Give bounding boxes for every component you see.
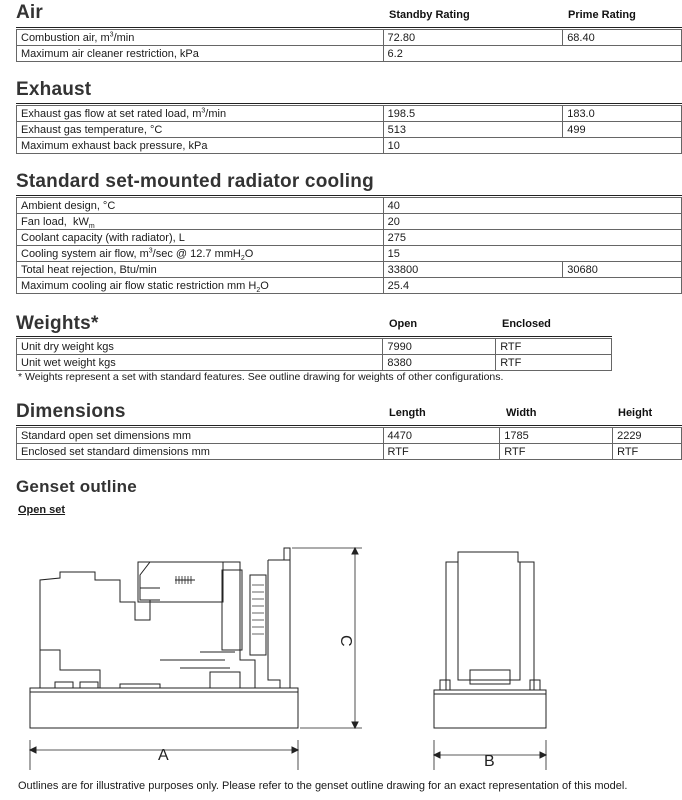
air-rule (16, 27, 682, 28)
row-label: Enclosed set standard dimensions mm (17, 444, 384, 460)
weights-heading: Weights* (16, 313, 99, 334)
width-value: 1785 (500, 428, 613, 444)
exhaust-table (16, 105, 682, 154)
air-heading: Air (16, 2, 43, 23)
table-row (17, 106, 682, 122)
dimension-b-label: B (484, 753, 495, 770)
row-label: Standard open set dimensions mm (17, 428, 384, 444)
height-header: Height (618, 407, 653, 419)
prime-value: 30680 (563, 262, 682, 278)
table-row (17, 339, 612, 355)
enclosed-header: Enclosed (502, 318, 551, 330)
table-row (17, 214, 682, 230)
standby-value: 72.80 (383, 30, 563, 46)
height-value: RTF (613, 444, 682, 460)
row-label: Unit dry weight kgs (17, 339, 383, 355)
enclosed-value: RTF (496, 339, 612, 355)
table-row (17, 444, 682, 460)
table-row (17, 278, 682, 294)
standby-value: 275 (383, 230, 681, 246)
height-value: 2229 (613, 428, 682, 444)
prime-value: 68.40 (563, 30, 682, 46)
row-label: Unit wet weight kgs (17, 355, 383, 371)
row-label: Coolant capacity (with radiator), L (17, 230, 384, 246)
row-label: Maximum cooling air flow static restriction mm $H_2O$ (17, 278, 384, 294)
row-label: Exhaust gas flow at set rated load, $m^3/\min$ (17, 106, 384, 122)
standby-value: 20 (383, 214, 681, 230)
cooling-rule (16, 195, 682, 196)
side-view (30, 548, 362, 770)
end-view (434, 552, 546, 770)
table-row (17, 46, 682, 62)
table-row (17, 246, 682, 262)
weights-table (16, 338, 612, 371)
weights-rule (16, 336, 612, 337)
row-label: Total heat rejection, Btu/min (17, 262, 384, 278)
width-value: RTF (500, 444, 613, 460)
standby-value: 40 (383, 198, 681, 214)
open-set-label: Open set (18, 504, 66, 516)
cooling-heading: Standard set-mounted radiator cooling (16, 171, 374, 192)
row-label: Cooling system air flow, $m^3/\sec$ @ 12.7 mmH$_2$O (17, 246, 384, 262)
enclosed-value: RTF (496, 355, 612, 371)
dimensions-rule (16, 425, 682, 426)
width-header: Width (506, 407, 537, 419)
table-row (17, 30, 682, 46)
open-header: Open (389, 318, 418, 330)
standby-value: 25.4 (383, 278, 681, 294)
prime-value: 499 (563, 122, 682, 138)
table-row (17, 122, 682, 138)
length-header: Length (389, 407, 426, 419)
row-label: Fan load, $kW_m$ (17, 214, 384, 230)
table-row (17, 138, 682, 154)
weights-footnote: * Weights represent a set with standard features. See outline drawing for weights of other configurations. (18, 371, 504, 383)
row-label: Combustion air, $m^3/\min$ (17, 30, 384, 46)
cooling-table (16, 197, 682, 294)
table-row (17, 230, 682, 246)
prime-value: 183.0 (563, 106, 682, 122)
exhaust-rule (16, 103, 682, 104)
row-label: Maximum air cleaner restriction, kPa (17, 46, 384, 62)
genset-outline-drawing (0, 540, 682, 775)
standby-value: 513 (383, 122, 563, 138)
length-value: RTF (383, 444, 500, 460)
table-row (17, 428, 682, 444)
table-row (17, 262, 682, 278)
standby-value: 6.2 (383, 46, 681, 62)
dimensions-heading: Dimensions (16, 401, 126, 422)
open-value: 7990 (383, 339, 496, 355)
dimension-c-label: C (337, 635, 354, 647)
standby-value: 33800 (383, 262, 563, 278)
air-table (16, 29, 682, 62)
dimension-a-label: A (158, 747, 169, 764)
genset-outline-heading: Genset outline (16, 477, 137, 496)
row-label: Ambient design, °C (17, 198, 384, 214)
dimensions-table (16, 427, 682, 460)
standby-value: 15 (383, 246, 681, 262)
row-label: Maximum exhaust back pressure, kPa (17, 138, 384, 154)
length-value: 4470 (383, 428, 500, 444)
outline-disclaimer: Outlines are for illustrative purposes only. Please refer to the genset outline drawing for an exact representation of this model. (18, 780, 628, 792)
standby-value: 10 (383, 138, 681, 154)
exhaust-heading: Exhaust (16, 79, 92, 100)
open-value: 8380 (383, 355, 496, 371)
prime-rating-header: Prime Rating (568, 9, 636, 21)
standby-value: 198.5 (383, 106, 563, 122)
table-row (17, 198, 682, 214)
row-label: Exhaust gas temperature, °C (17, 122, 384, 138)
standby-rating-header: Standby Rating (389, 9, 470, 21)
table-row (17, 355, 612, 371)
